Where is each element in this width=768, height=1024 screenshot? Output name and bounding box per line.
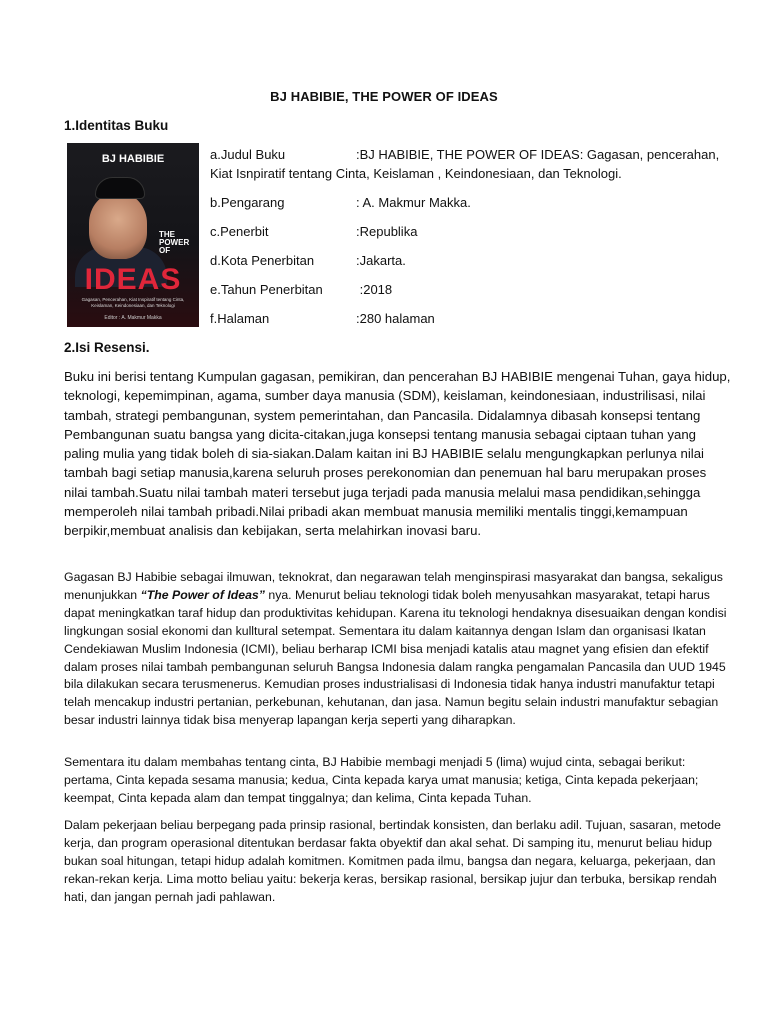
identity-judul-label: a.Judul Buku xyxy=(210,147,286,162)
heading-isi-resensi: 2.Isi Resensi. xyxy=(64,340,150,355)
identity-halaman xyxy=(210,309,435,328)
identity-tahun-value: :2018 xyxy=(356,282,393,297)
cover-portrait-hat xyxy=(95,177,145,199)
review-paragraph-2-part-a: Gagasan BJ Habibie sebagai ilmuwan, teknokrat, dan negarawan telah menginspirasi masyarakat dan bangsa, sekaligus menunjukkan xyxy=(64,570,723,602)
review-paragraph-2-emphasis: “The Power of Ideas” xyxy=(140,587,265,602)
cover-author-name: BJ HABIBIE xyxy=(101,153,165,165)
identity-penerbit-value: :Republika xyxy=(356,224,418,239)
identity-kota xyxy=(210,251,406,270)
identity-tahun-label: e.Tahun Penerbitan xyxy=(210,282,323,297)
review-paragraph-4: Dalam pekerjaan beliau berpegang pada prinsip rasional, bertindak konsisten, dan berlaku adil. Tujuan, sasaran, metode kerja, dan program operasional ditentukan berdasar fakta obyektif dan akal sehat. Di samping itu, menurut beliau hidup bukan soal hitungan, tetapi hidup adalah komitmen. Komitmen pada ilmu, bangsa dan negara, keluarga, pekerjaan, dan rekan-rekan kerja. Lima motto beliau yaitu: bekerja keras, bersikap rasional, bersikap jujur dan terbuka, bersikap rendah hati, dan jangan pernah jadi pahlawan. xyxy=(64,818,721,904)
cover-portrait-face xyxy=(89,193,147,259)
identity-halaman-label: f.Halaman xyxy=(210,311,270,326)
cover-editor: Editor : A. Makmur Makka xyxy=(104,315,162,321)
identity-halaman-value: :280 halaman xyxy=(356,311,435,326)
identity-pengarang-label: b.Pengarang xyxy=(210,195,285,210)
identity-tahun xyxy=(210,280,392,299)
identity-penerbit-label: c.Penerbit xyxy=(210,224,269,239)
identity-kota-value: :Jakarta. xyxy=(356,253,406,268)
document-title: BJ HABIBIE, THE POWER OF IDEAS xyxy=(270,89,498,104)
cover-ideas-title: IDEAS xyxy=(84,263,182,296)
review-paragraph-1: Buku ini berisi tentang Kumpulan gagasan, pemikiran, dan pencerahan BJ HABIBIE mengenai Tuhan, gaya hidup, teknologi, kepemimpinan, agama, sumber daya manusia (SDM), keislaman, keindonesiaan, industrilisasi, nilai tambah, strategi pembangunan, system pemerintahan, dan Pancasila. Didalamnya dibasah konsepsi tentang Pembangunan suatu bangsa yang dicita-citakan,juga konsepsi tentang manusia sebagai ciptaan tuhan yang paling mulia yang tidak boleh di sia-siakan.Dalam kaitan ini BJ HABIBIE selalu mengungkapkan perlunya nilai tambah bagi setiap manusia,karena seluruh proses perekonomian dan penemuan hal baru merupakan proses nilai tambah.Suatu nilai tambah materi tersebut juga terjadi pada manusia melalui masa pendidikan,sehingga memperoleh nilai tambah pribadi.Nilai pribadi akan membuat manusia memiliki mentalis tinggi,kemampuan berpikir,membuat analisis dan kebijakan, serta melahirkan inovasi baru. xyxy=(64,369,731,539)
identity-judul-value: :BJ HABIBIE, THE POWER OF IDEAS: Gagasan, pencerahan, xyxy=(356,147,720,162)
review-paragraph-2-part-b: nya. Menurut beliau teknologi tidak boleh menyusahkan masyarakat, tetapi harus dapat meningkatkan taraf hidup dan produktivitas kehidupan. Karena itu teknologi hendaknya disesuaikan dengan kondisi lingkungan sosial ekonomi dan kulltural setempat. Sementara itu dalam kaitannya dengan Islam dan organisasi Ikatan Cendekiawan Muslim Indonesia (ICMI), beliau berharap ICMI bisa menjadi katalis atau magnet yang efisien dan efektif dalam proses nilai tambah pembangunan seluruh Bangsa Indonesia dalam rangka pengamalan Pancasila dan UUD 1945 bila dilakukan secara terusmenerus. Kemudian proses industrialisasi di Indonesia tidak hanya industri manufaktur tetapi telah mencakup industri pertanian, perkebunan, kehutanan, dan jasa. Namun begitu selain industri manufaktur sebagian besar industri lainnya tidak bisa menyerap lapangan kerja seperti yang diharapkan. xyxy=(64,587,727,728)
cover-subtitle: Gagasan, Pencerahan, Kiat Inspiratif tentang Cinta, Keislaman, Keindonesiaan, dan Teknologi xyxy=(81,297,185,308)
identity-judul-value-cont: Kiat Isnpiratif tentang Cinta, Keislaman , Keindonesiaan, dan Teknologi. xyxy=(210,166,622,181)
cover-the-power-of: THE POWER OF xyxy=(159,230,190,255)
identity-penerbit xyxy=(210,222,417,241)
review-paragraph-3: Sementara itu dalam membahas tentang cinta, BJ Habibie membagi menjadi 5 (lima) wujud cinta, sebagai berikut: pertama, Cinta kepada sesama manusia; kedua, Cinta kepada karya umat manusia; ketiga, Cinta kepada pekerjaan; keempat, Cinta kepada alam dan tempat tinggalnya; dan kelima, Cinta kepada Tuhan. xyxy=(64,755,699,805)
identity-pengarang xyxy=(210,193,471,212)
identity-kota-label: d.Kota Penerbitan xyxy=(210,253,315,268)
review-paragraph-2 xyxy=(64,569,732,730)
heading-identitas-buku: 1.Identitas Buku xyxy=(64,118,169,133)
identity-pengarang-value: : A. Makmur Makka. xyxy=(356,195,471,210)
book-cover-image xyxy=(67,143,199,327)
identity-judul xyxy=(210,145,719,183)
